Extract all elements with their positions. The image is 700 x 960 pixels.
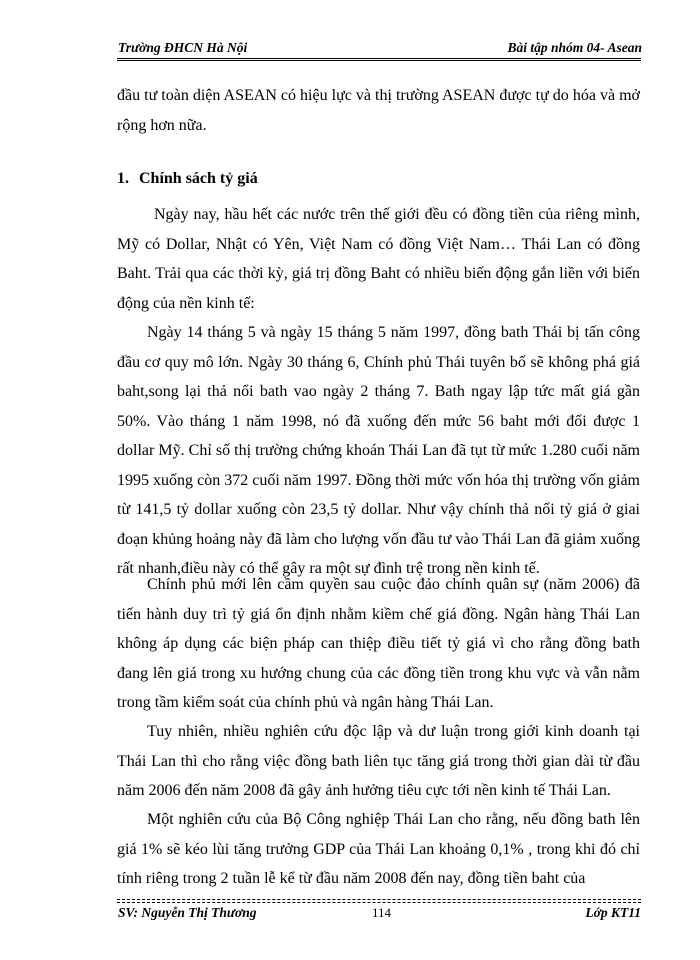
header-right: Bài tập nhóm 04- Asean (507, 40, 642, 55)
header-rule-double (117, 60, 641, 61)
paragraph-text: đầu tư toàn diện ASEAN có hiệu lực và thị trường ASEAN được tự do hóa và mở rộng hơn nữa. (117, 87, 640, 134)
paragraph-intro (117, 200, 640, 318)
header-left: Trường ĐHCN Hà Nội (118, 40, 248, 55)
header-rule (117, 58, 641, 59)
footer-rule-double (117, 902, 641, 903)
page-number: 114 (372, 905, 392, 920)
paragraph-ministry-study (117, 805, 640, 894)
footer-student: SV: Nguyễn Thị Thương (118, 905, 257, 920)
paragraph-text: Ngày 14 tháng 5 và ngày 15 tháng 5 năm 1997, đồng bath Thái bị tấn công đầu cơ quy mô lớn. Ngày 30 tháng 6, Chính phủ Thái tuyên bố sẽ không phá giá baht,song lại thả nổi bath vao ngày 2 tháng 7. Bath ngay lập tức mất giá gần 50%. Vào tháng 1 năm 1998, nó đã xuống đến mức 56 baht mới đổi được 1 dollar Mỹ. Chỉ số thị trường chứng khoán Thái Lan đã tụt từ mức 1.280 cuối năm 1995 xuống còn 372 cuối năm 1997. Đồng thời mức vốn hóa thị trường vốn giảm từ 141,5 tỷ dollar xuống còn 23,5 tỷ dollar. Như vậy chính thả nổi tỷ giá ở giai đoạn khủng hoảng này đã làm cho lượng vốn đầu tư vào Thái Lan đã giảm xuống rất nhanh,điều này có thể gây ra một sự đình trệ trong nền kinh tế. (117, 324, 640, 577)
paragraph-text: Chính phủ mới lên cầm quyền sau cuộc đảo chính quân sự (năm 2006) đã tiến hành duy trì tỷ giá ổn định nhằm kiềm chế giá đồng. Ngân hàng Thái Lan không áp dụng các biện pháp can thiệp điều tiết tỷ giá vì cho rằng đồng bath đang lên giá trong xu hướng chung của các đồng tiền trong khu vực và vẫn nằm trong tầm kiểm soát của chính phủ và ngân hàng Thái Lan. (117, 576, 640, 711)
paragraph-text: Tuy nhiên, nhiều nghiên cứu độc lập và dư luận trong giới kinh doanh tại Thái Lan thì cho rằng việc đồng bath liên tục tăng giá trong thời gian dài từ đầu năm 2006 đến năm 2008 đã gây ảnh hưởng tiêu cực tới nền kinh tế Thái Lan. (117, 723, 640, 799)
paragraph-text: Ngày nay, hầu hết các nước trên thế giới đều có đồng tiền của riêng mình, Mỹ có Dollar, Nhật có Yên, Việt Nam có đồng Việt Nam… Thái Lan có đồng Baht. Trải qua các thời kỳ, giá trị đồng Baht có nhiều biến động gắn liền với biến động của nền kinh tế: (117, 206, 640, 312)
paragraph-new-government (117, 570, 640, 718)
footer-rule (117, 899, 641, 900)
footer-class: Lớp KT11 (585, 905, 641, 920)
section-title: Chính sách tỷ giá (139, 170, 258, 187)
section-heading (117, 170, 258, 188)
section-number: 1. (117, 170, 129, 187)
continued-paragraph (117, 81, 640, 140)
paragraph-independent-research (117, 717, 640, 806)
paragraph-1997-crisis (117, 318, 640, 584)
paragraph-text: Một nghiên cứu của Bộ Công nghiệp Thái Lan cho rằng, nếu đồng bath lên giá 1% sẽ kéo lùi tăng trưởng GDP của Thái Lan khoảng 0,1% , trong khi đó chỉ tính riêng trong 2 tuần lễ kể từ đầu năm 2008 đến nay, đồng tiền baht của (117, 811, 640, 887)
